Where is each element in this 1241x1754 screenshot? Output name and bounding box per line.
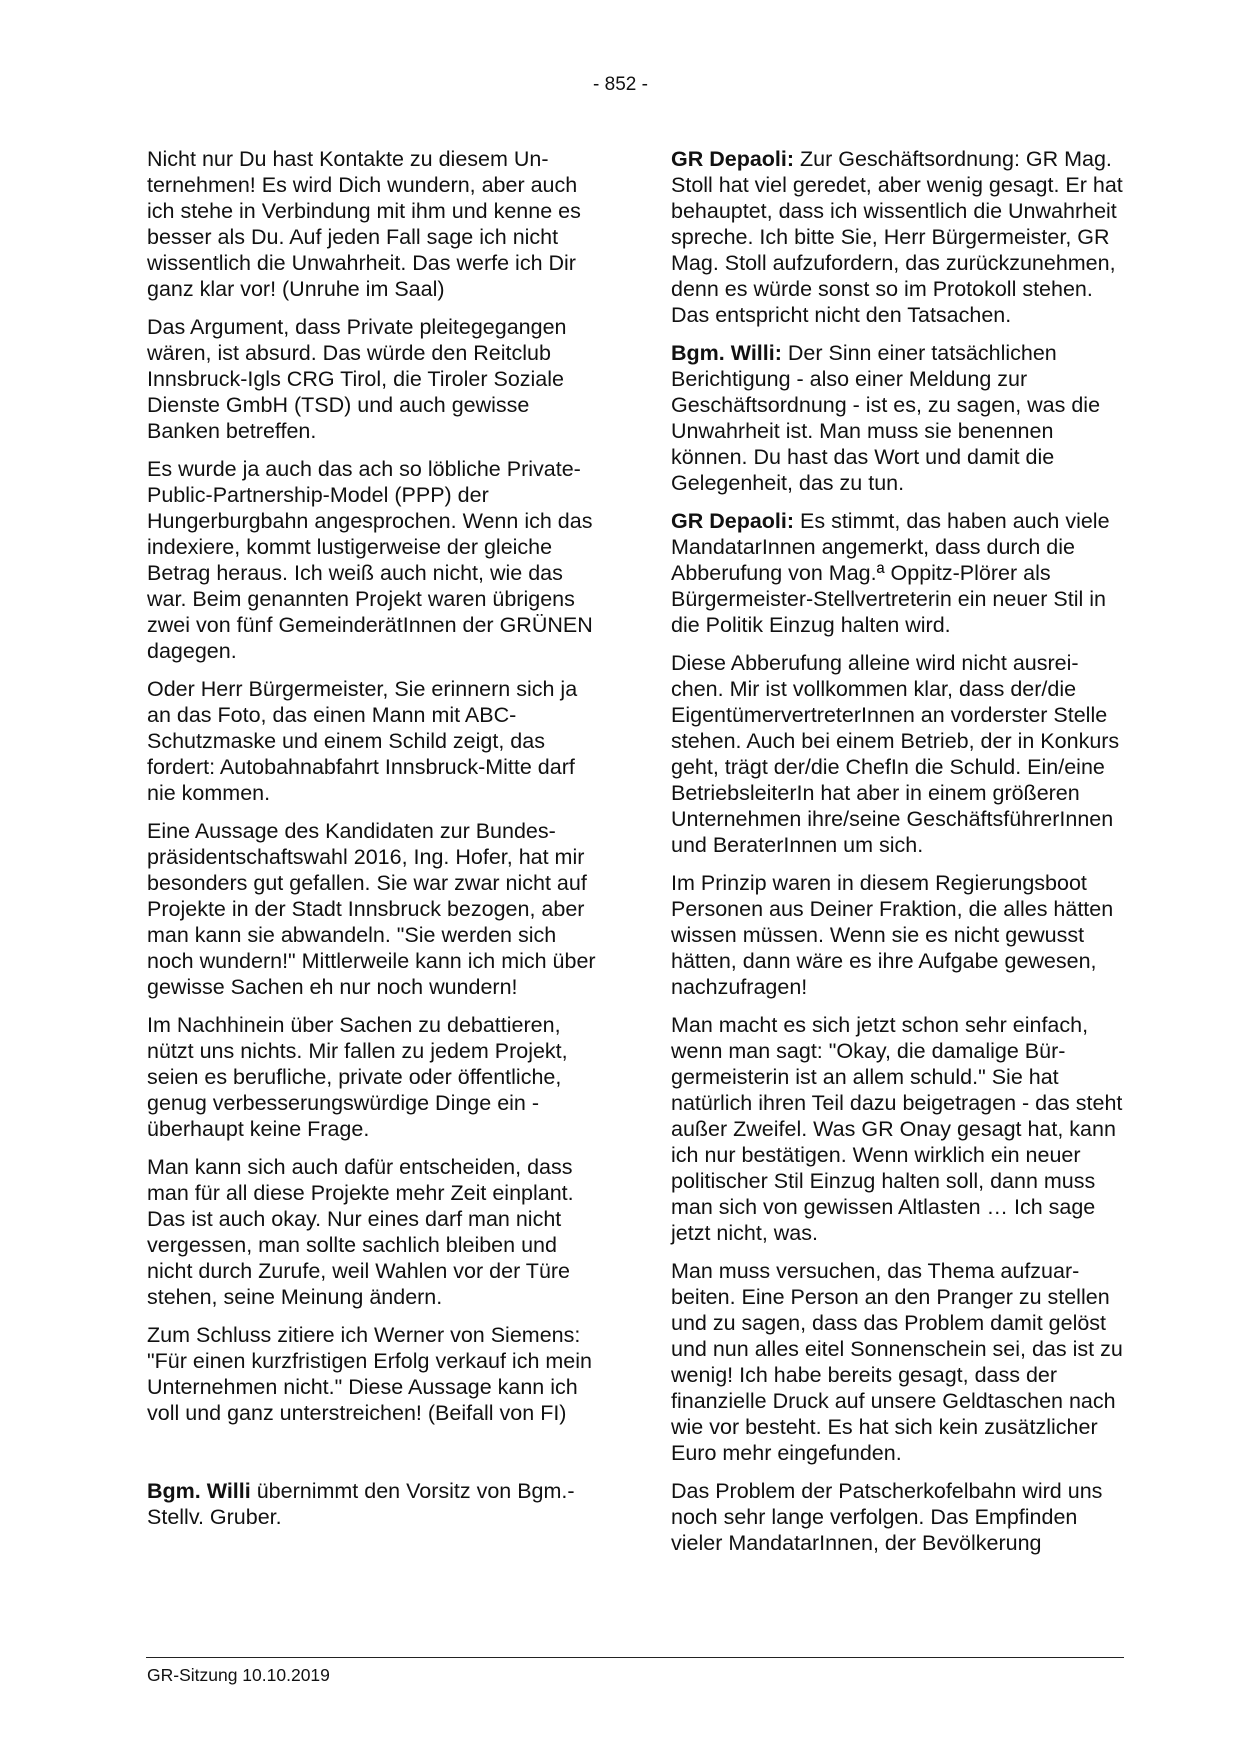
- paragraph-text: Das Argument, dass Private pleitegegangen wären, ist absurd. Das würde den Reitclub Innsbruck-Igls CRG Tirol, die Tiroler Soziale Dienste GmbH (TSD) und auch gewisse Banken betreffen.: [147, 315, 567, 443]
- paragraph: [671, 1478, 1123, 1556]
- paragraph-text: Man macht es sich jetzt schon sehr einfach, wenn man sagt: "Okay, die damalige Bürgermeisterin ist an allem schuld." Sie hat natürlich ihren Teil dazu beigetragen - das steht außer Zweifel. Was GR Onay gesagt hat, kann ich nur bestätigen. Wenn wirklich ein neuer politischer Stil Einzug halten soll, dann muss man sich von gewissen Altlasten … Ich sage jetzt nicht, was.: [671, 1013, 1123, 1245]
- paragraph-text: Im Prinzip waren in diesem Regierungsboot Personen aus Deiner Fraktion, die alles hätten wissen müssen. Wenn sie es nicht gewusst hätten, dann wäre es ihre Aufgabe gewesen, nachzufragen!: [671, 871, 1114, 999]
- paragraph: [147, 456, 599, 664]
- speaker-label: GR Depaoli:: [671, 509, 795, 533]
- right-column: [671, 146, 1123, 1568]
- paragraph: [147, 676, 599, 806]
- speaker-label: GR Depaoli:: [671, 147, 795, 171]
- paragraph-text: Diese Abberufung alleine wird nicht ausreichen. Mir ist vollkommen klar, dass der/die EigentümervertreterInnen an vorderster Stelle stehen. Auch bei einem Betrieb, der in Konkurs geht, trägt der/die ChefIn die Schuld. Ein/eine BetriebsleiterIn hat aber in einem größeren Unternehmen ihre/seine GeschäftsführerInnen und BeraterInnen um sich.: [671, 651, 1120, 857]
- paragraph-text: Das Problem der Patscherkofelbahn wird uns noch sehr lange verfolgen. Das Empfinden vieler MandatarInnen, der Bevölkerung: [671, 1479, 1103, 1555]
- left-column: [147, 146, 599, 1542]
- paragraph: [147, 818, 599, 1000]
- paragraph: [671, 146, 1123, 328]
- paragraph-text: Eine Aussage des Kandidaten zur Bundespräsidentschaftswahl 2016, Ing. Hofer, hat mir besonders gut gefallen. Sie war zwar nicht auf Projekte in der Stadt Innsbruck bezogen, aber man kann sie abwandeln. "Sie werden sich noch wundern!" Mittlerweile kann ich mich über gewisse Sachen eh nur noch wundern!: [147, 819, 596, 999]
- paragraph: [147, 314, 599, 444]
- page-number: - 852 -: [593, 74, 648, 95]
- paragraph-text: Im Nachhinein über Sachen zu debattieren, nützt uns nichts. Mir fallen zu jedem Projekt, seien es berufliche, private oder öffentliche, genug verbesserungswürdige Dinge ein - überhaupt keine Frage.: [147, 1013, 568, 1141]
- paragraph: [671, 1012, 1123, 1246]
- paragraph: [147, 1154, 599, 1310]
- paragraph: [671, 650, 1123, 858]
- speaker-label: Bgm. Willi:: [671, 341, 782, 365]
- chair-change-note: [147, 1478, 599, 1530]
- paragraph: [147, 1012, 599, 1142]
- footer-divider: [146, 1657, 1124, 1658]
- paragraph-text: Es stimmt, das haben auch viele MandatarInnen angemerkt, dass durch die Abberufung von Mag.ª Oppitz-Plörer als Bürgermeister-Stellvertreterin ein neuer Stil in die Politik Einzug halten wird.: [671, 509, 1110, 637]
- paragraph: [147, 1322, 599, 1426]
- paragraph: [671, 340, 1123, 496]
- footer-session-date: GR-Sitzung 10.10.2019: [147, 1665, 330, 1685]
- speaker-label: Bgm. Willi: [147, 1479, 251, 1503]
- paragraph-text: Man muss versuchen, das Thema aufzuarbeiten. Eine Person an den Pranger zu stellen und zu sagen, dass das Problem damit gelöst und nun alles eitel Sonnenschein sei, das ist zu wenig! Ich habe bereits gesagt, dass der finanzielle Druck auf unsere Geldtaschen nach wie vor besteht. Es hat sich kein zusätzlicher Euro mehr eingefunden.: [671, 1259, 1123, 1465]
- paragraph: [671, 1258, 1123, 1466]
- paragraph: [671, 870, 1123, 1000]
- paragraph-text: Zum Schluss zitiere ich Werner von Siemens: "Für einen kurzfristigen Erfolg verkauf ich mein Unternehmen nicht." Diese Aussage kann ich voll und ganz unterstreichen! (Beifall von FI): [147, 1323, 592, 1425]
- paragraph-text: übernimmt den Vorsitz von Bgm.-Stellv. Gruber.: [147, 1479, 575, 1529]
- paragraph-text: Man kann sich auch dafür entscheiden, dass man für all diese Projekte mehr Zeit einplant. Das ist auch okay. Nur eines darf man nicht vergessen, man sollte sachlich bleiben und nicht durch Zurufe, weil Wahlen vor der Türe stehen, seine Meinung ändern.: [147, 1155, 574, 1309]
- paragraph-text: Nicht nur Du hast Kontakte zu diesem Unternehmen! Es wird Dich wundern, aber auch ich stehe in Verbindung mit ihm und kenne es besser als Du. Auf jeden Fall sage ich nicht wissentlich die Unwahrheit. Das werfe ich Dir ganz klar vor! (Unruhe im Saal): [147, 147, 581, 301]
- paragraph: [671, 508, 1123, 638]
- paragraph: [147, 146, 599, 302]
- paragraph-text: Es wurde ja auch das ach so löbliche Private-Public-Partnership-Model (PPP) der Hungerburgbahn angesprochen. Wenn ich das indexiere, kommt lustigerweise der gleiche Betrag heraus. Ich weiß auch nicht, wie das war. Beim genannten Projekt waren übrigens zwei von fünf GemeinderätInnen der GRÜNEN dagegen.: [147, 457, 593, 663]
- paragraph-text: Oder Herr Bürgermeister, Sie erinnern sich ja an das Foto, das einen Mann mit ABC-Schutzmaske und einem Schild zeigt, das fordert: Autobahnabfahrt Innsbruck-Mitte darf nie kommen.: [147, 677, 578, 805]
- paragraph-text: Der Sinn einer tatsächlichen Berichtigung - also einer Meldung zur Geschäftsordnung - ist es, zu sagen, was die Unwahrheit ist. Man muss sie benennen können. Du hast das Wort und damit die Gelegenheit, das zu tun.: [671, 341, 1101, 495]
- paragraph-text: Zur Geschäftsordnung: GR Mag. Stoll hat viel geredet, aber wenig gesagt. Er hat behauptet, dass ich wissentlich die Unwahrheit spreche. Ich bitte Sie, Herr Bürgermeister, GR Mag. Stoll aufzufordern, das zurückzunehmen, denn es würde sonst so im Protokoll stehen. Das entspricht nicht den Tatsachen.: [671, 147, 1123, 327]
